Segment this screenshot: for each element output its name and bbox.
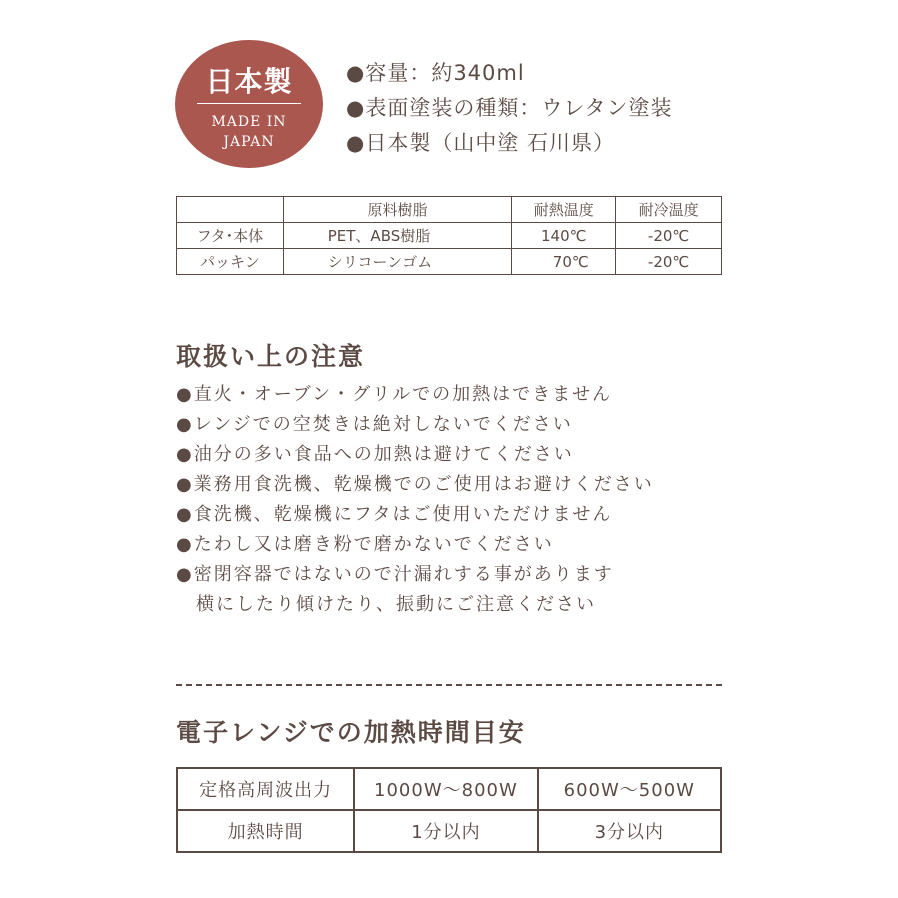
table-cell-label: 加熱時間 — [177, 810, 354, 852]
spec-coating: ●表面塗装の種類：ウレタン塗装 — [346, 96, 673, 120]
material-table-header — [177, 197, 722, 223]
table-cell-power-high: 1000W～800W — [354, 768, 537, 810]
list-item: ●食洗機、乾燥機にフタはご使用いただけません — [176, 504, 613, 525]
cautions-title: 取扱い上の注意 — [176, 342, 366, 371]
microwave-title: 電子レンジでの加熱時間目安 — [176, 718, 526, 747]
table-cell-label: 定格高周波出力 — [177, 768, 354, 810]
header-cell-heat: 耐熱温度 — [512, 197, 616, 223]
spec-capacity: ●容量：約340ml — [346, 61, 525, 85]
table-row — [177, 768, 721, 810]
table-cell-cold: -20℃ — [616, 223, 722, 249]
section-divider — [176, 684, 722, 686]
header-cell-empty — [177, 197, 284, 223]
table-cell-resin: PET、ABS樹脂 — [283, 223, 512, 249]
table-row — [177, 223, 722, 249]
spec-origin: ●日本製（山中塗 石川県） — [346, 131, 615, 155]
list-item: ●直火・オーブン・グリルでの加熱はできません — [176, 384, 613, 405]
table-row — [177, 810, 721, 852]
table-cell-part: フタ･本体 — [177, 223, 284, 249]
header-cell-cold: 耐冷温度 — [616, 197, 722, 223]
badge-divider — [197, 103, 301, 104]
table-cell-power-low: 600W～500W — [538, 768, 721, 810]
table-row — [177, 249, 722, 275]
microwave-table — [176, 767, 722, 853]
table-cell-heat: 70℃ — [512, 249, 616, 275]
table-cell-time-low: 3分以内 — [538, 810, 721, 852]
header-cell-resin: 原料樹脂 — [283, 197, 512, 223]
list-item: ●業務用食洗機、乾燥機でのご使用はお避けください — [176, 474, 654, 495]
list-item: ●油分の多い食品への加熱は避けてください — [176, 444, 574, 465]
list-item: 横にしたり傾けたり、振動にご注意ください — [176, 594, 596, 615]
table-cell-heat: 140℃ — [512, 223, 616, 249]
badge-sub-line-2: JAPAN — [223, 134, 275, 150]
table-cell-cold: -20℃ — [616, 249, 722, 275]
list-item: ●密閉容器ではないので汁漏れする事があります — [176, 564, 614, 585]
table-cell-part: パッキン — [177, 249, 284, 275]
badge-title: 日本製 — [205, 65, 293, 98]
table-cell-resin: シリコーンゴム — [283, 249, 512, 275]
list-item: ●たわし又は磨き粉で磨かないでください — [176, 534, 554, 555]
list-item: ●レンジでの空焚きは絶対しないでください — [176, 414, 573, 435]
table-cell-time-high: 1分以内 — [354, 810, 537, 852]
badge-sub-line-1: MADE IN — [211, 114, 287, 130]
spec-list — [346, 56, 672, 161]
material-table — [176, 196, 722, 275]
made-in-japan-badge — [175, 40, 323, 168]
cautions-list — [176, 380, 654, 620]
